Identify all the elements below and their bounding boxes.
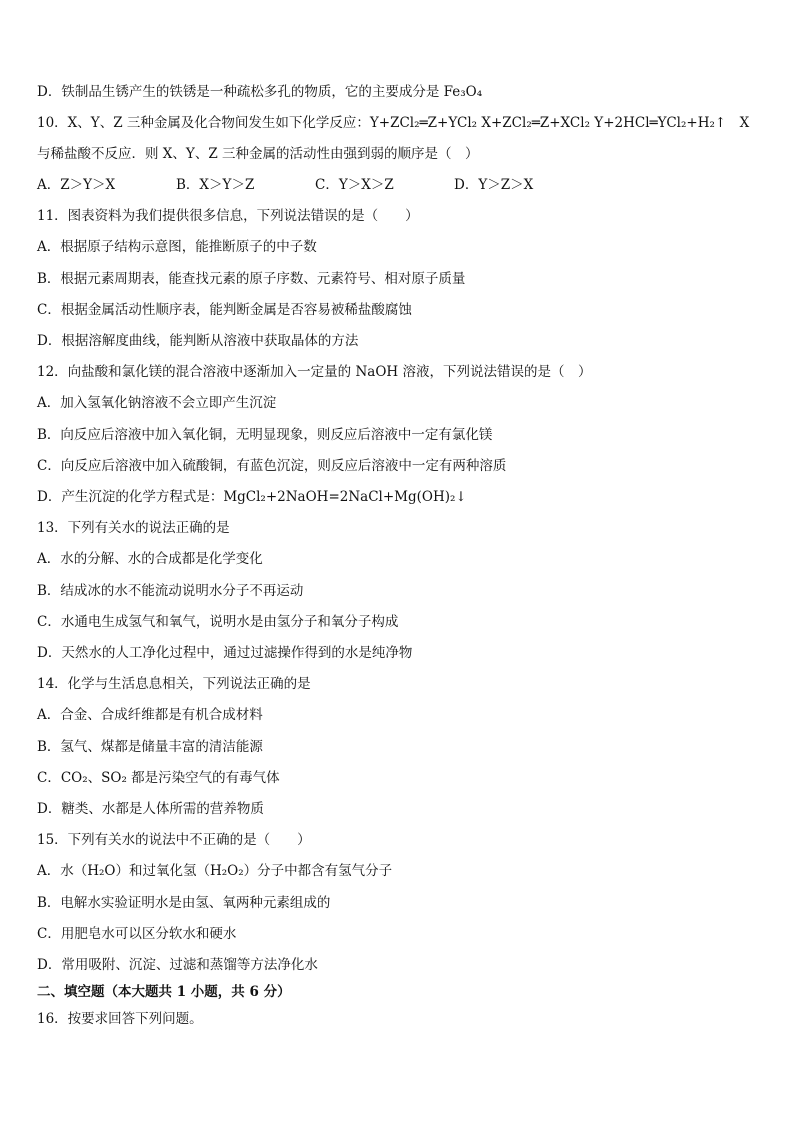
q14-stem: 14．化学与生活息息相关，下列说法正确的是 <box>37 676 311 692</box>
q10-option-d: D．Y＞Z＞X <box>454 177 534 193</box>
q14-option-b: B．氢气、煤都是储量丰富的清洁能源 <box>37 739 263 755</box>
q11-option-b: B．根据元素周期表，能查找元素的原子序数、元素符号、相对原子质量 <box>37 271 466 287</box>
q13-option-a: A．水的分解、水的合成都是化学变化 <box>37 551 263 567</box>
q10-stem-line1: 10．X、Y、Z 三种金属及化合物间发生如下化学反应：Y+ZCl₂═Z+YCl₂ X+ZCl₂═Z+XCl₂ Y+2HCl═YCl₂+H₂↑ X <box>37 115 750 131</box>
q13-option-b: B．结成冰的水不能流动说明水分子不再运动 <box>37 583 304 599</box>
q15-stem: 15．下列有关水的说法中不正确的是（ ） <box>37 832 311 848</box>
q15-option-c: C．用肥皂水可以区分软水和硬水 <box>37 926 237 942</box>
q13-stem: 13．下列有关水的说法正确的是 <box>37 520 230 536</box>
q9-option-d: D．铁制品生锈产生的铁锈是一种疏松多孔的物质，它的主要成分是 Fe₃O₄ <box>37 84 483 100</box>
q10-option-c: C．Y＞X＞Z <box>315 177 394 193</box>
q13-option-c: C．水通电生成氢气和氧气，说明水是由氢分子和氧分子构成 <box>37 614 399 630</box>
q11-option-c: C．根据金属活动性顺序表，能判断金属是否容易被稀盐酸腐蚀 <box>37 302 412 318</box>
q14-option-a: A．合金、合成纤维都是有机合成材料 <box>37 707 263 723</box>
q12-option-c: C．向反应后溶液中加入硫酸铜，有蓝色沉淀，则反应后溶液中一定有两种溶质 <box>37 458 507 474</box>
q15-option-a: A．水（H₂O）和过氧化氢（H₂O₂）分子中都含有氢气分子 <box>37 863 393 879</box>
q11-option-d: D．根据溶解度曲线，能判断从溶液中获取晶体的方法 <box>37 333 359 349</box>
q15-option-d: D．常用吸附、沉淀、过滤和蒸馏等方法净化水 <box>37 957 318 973</box>
q12-stem: 12．向盐酸和氯化镁的混合溶液中逐渐加入一定量的 NaOH 溶液，下列说法错误的是（ ） <box>37 364 592 380</box>
q11-stem: 11．图表资料为我们提供很多信息，下列说法错误的是（ ） <box>37 208 419 224</box>
q12-option-d: D．产生沉淀的化学方程式是：MgCl₂+2NaOH=2NaCl+Mg(OH)₂↓ <box>37 489 467 505</box>
q14-option-d: D．糖类、水都是人体所需的营养物质 <box>37 801 264 817</box>
q10-options <box>37 176 762 194</box>
q15-option-b: B．电解水实验证明水是由氢、氧两种元素组成的 <box>37 895 331 911</box>
q16-stem: 16．按要求回答下列问题。 <box>37 1011 203 1027</box>
q10-stem-line2: 与稀盐酸不反应．则 X、Y、Z 三种金属的活动性由强到弱的顺序是（ ） <box>37 146 479 162</box>
q12-option-b: B．向反应后溶液中加入氧化铜，无明显现象，则反应后溶液中一定有氯化镁 <box>37 427 493 443</box>
q13-option-d: D．天然水的人工净化过程中，通过过滤操作得到的水是纯净物 <box>37 645 413 661</box>
q10-option-a: A．Z＞Y＞X <box>37 177 116 193</box>
q11-option-a: A．根据原子结构示意图，能推断原子的中子数 <box>37 239 317 255</box>
section-heading-fill-in: 二、填空题（本大题共 1 小题，共 6 分） <box>37 984 291 1000</box>
q10-option-b: B．X＞Y＞Z <box>176 177 255 193</box>
q14-option-c: C．CO₂、SO₂ 都是污染空气的有毒气体 <box>37 770 280 786</box>
q12-option-a: A．加入氢氧化钠溶液不会立即产生沉淀 <box>37 395 277 411</box>
